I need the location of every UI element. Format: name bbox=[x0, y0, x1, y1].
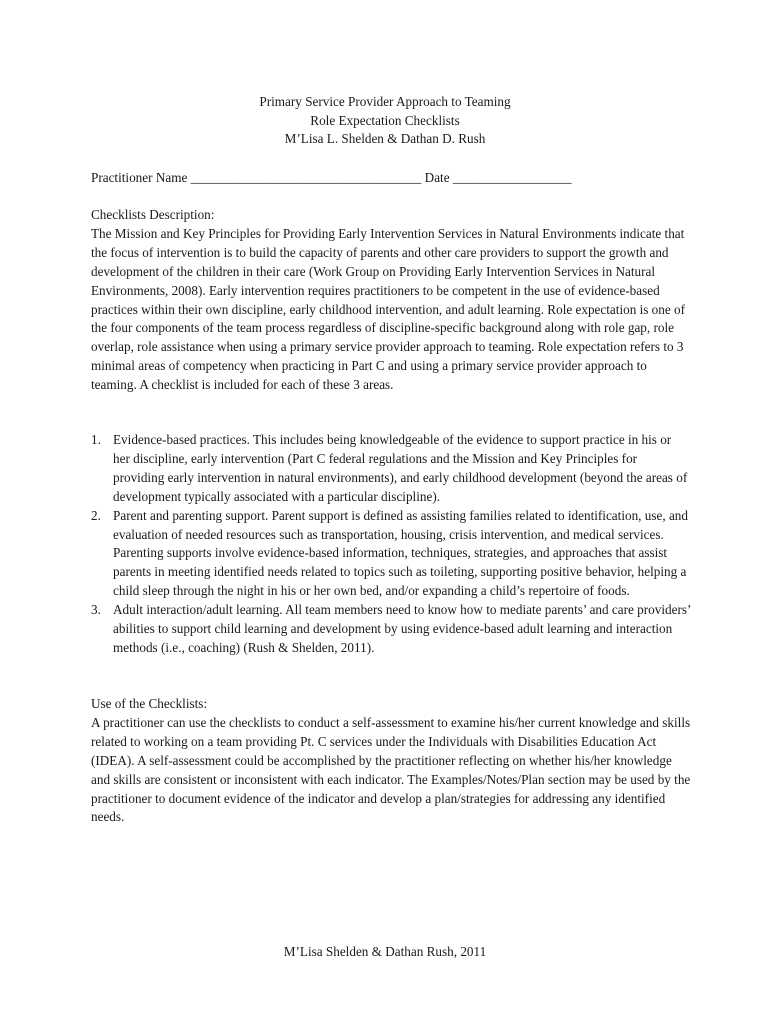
use-of-checklists-section bbox=[91, 695, 691, 827]
list-item-text: Evidence-based practices. This includes being knowledgeable of the evidence to support practice in his or her discipline, early intervention (Part C federal regulations and the Mission and Key Principles for providing early intervention in natural environments), and early childhood development (beyond the areas of development typically associated with a particular discipline). bbox=[113, 432, 688, 504]
list-item-number: 3. bbox=[91, 602, 101, 618]
use-body: A practitioner can use the checklists to conduct a self-assessment to examine his/her current knowledge and skills related to working on a team providing Pt. C services under the Individuals with Disabilities Education Act (IDEA). A self-assessment could be accomplished by the practitioner reflecting on whether his/her knowledge and skills are consistent or inconsistent with each indicator. The Examples/Notes/Plan section may be used by the practitioner to document evidence of the indicator and develop a plan/strategies for addressing any identified needs. bbox=[91, 714, 691, 825]
page-footer: M’Lisa Shelden & Dathan Rush, 2011 bbox=[283, 944, 487, 959]
document-header bbox=[0, 93, 770, 149]
list-item-text: Parent and parenting support. Parent support is defined as assisting families related to identification, use, and evaluation of needed resources such as transportation, housing, crisis intervention, and medical services. Parenting supports involve evidence-based information, techniques, strategies, and approaches that assist parents in meeting identified needs related to topics such as toileting, supporting positive behavior, helping a child sleep through the night in his or her own bed, and/or expanding a child’s repertoire of foods. bbox=[113, 507, 688, 599]
document-authors: M’Lisa L. Shelden & Dathan D. Rush bbox=[284, 131, 486, 146]
competency-areas-list bbox=[91, 431, 691, 658]
description-body: The Mission and Key Principles for Providing Early Intervention Services in Natural Environments indicate that the focus of intervention is to build the capacity of parents and other care providers to support the growth and development of the children in their care (Work Group on Providing Early Intervention Services in Natural Environments, 2008). Early intervention requires practitioners to be competent in the use of evidence-based practices within their own discipline, early childhood intervention, and adult learning. Role expectation is one of the four components of the team process regardless of discipline-specific background along with role gap, role overlap, role assistance when using a primary service provider approach to teaming. Role expectation refers to 3 minimal areas of competency when practicing in Part C and using a primary service provider approach to teaming. A checklist is included for each of these 3 areas. bbox=[91, 225, 686, 393]
practitioner-name-date-line: Practitioner Name ___________________________________ Date __________________ bbox=[91, 170, 572, 185]
list-item bbox=[91, 601, 691, 658]
list-item bbox=[91, 431, 691, 507]
document-title: Primary Service Provider Approach to Teaming bbox=[259, 94, 511, 109]
list-item bbox=[91, 507, 691, 602]
document-subtitle: Role Expectation Checklists bbox=[310, 112, 460, 128]
use-heading: Use of the Checklists: bbox=[91, 696, 208, 711]
description-heading: Checklists Description: bbox=[91, 207, 215, 222]
list-item-number: 2. bbox=[91, 507, 101, 523]
list-item-number: 1. bbox=[91, 432, 101, 447]
list-item-text: Adult interaction/adult learning. All team members need to know how to mediate parents’ and care providers’ abilities to support child learning and development by using evidence-based adult learning and interaction methods (i.e., coaching) (Rush & Shelden, 2011). bbox=[113, 602, 691, 655]
checklists-description-section bbox=[91, 206, 691, 395]
